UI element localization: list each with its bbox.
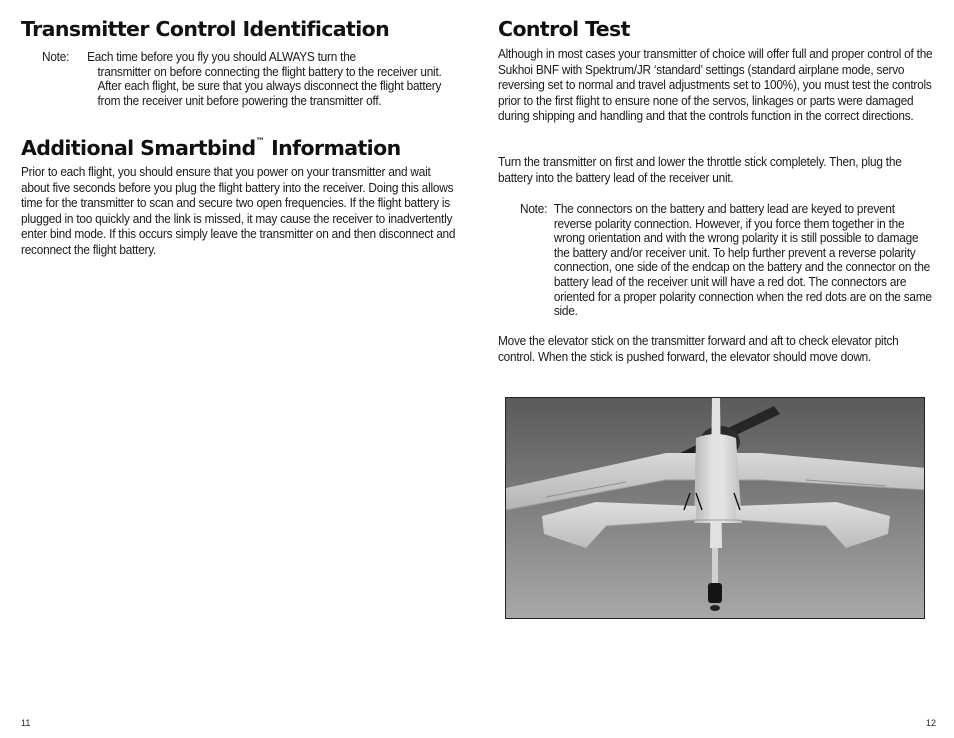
- note-label: Note:: [42, 50, 70, 64]
- note-connectors: [520, 202, 932, 319]
- page-number-right: 12: [926, 718, 937, 728]
- heading-additional-smartbind: [21, 136, 401, 160]
- trademark-symbol: ™: [255, 137, 265, 147]
- airplane-tail-photo: [505, 397, 925, 619]
- page-number-left: 11: [21, 718, 31, 728]
- note-text: transmitter on before connecting the flight battery to the receiver unit. After each flight, be sure that you always disconnect the flight battery from the receiver unit before powering the transmitter off.: [97, 64, 442, 108]
- heading-control-test: Control Test: [498, 17, 630, 41]
- control-test-paragraph-1: Although in most cases your transmitter of choice will offer full and proper control of the Sukhoi BNF with Spektrum/JR ‘standard’ settings (standard airplane mode, servo reversing set to normal and travel adjustments set to 100%), you must test the controls prior to the first flight to ensure none of the servos, linkages or parts were damaged during shipping and handling and that the controls function in the correct directions.: [498, 47, 933, 124]
- control-test-paragraph-3: Move the elevator stick on the transmitter forward and aft to check elevator pitch control. When the stick is pushed forward, the elevator should move down.: [498, 334, 899, 364]
- control-test-paragraph-2: Turn the transmitter on first and lower the throttle stick completely. Then, plug the battery into the battery lead of the receiver unit.: [498, 155, 902, 185]
- smartbind-paragraph: Prior to each flight, you should ensure that you power on your transmitter and wait about five seconds before you plug the flight battery into the receiver. Doing this allows time for the transmitter to scan and secure two open frequencies. If the flight battery is plugged in too quickly and the link is missed, it may cause the receiver to inadvertently enter bind mode. If this occurs simply leave the transmitter on and then disconnect and reconnect the flight battery.: [21, 165, 456, 257]
- heading-tail-text: Information: [264, 136, 401, 160]
- note-text: The connectors on the battery and battery lead are keyed to prevent reverse polarity connection. However, if you force them together in the wrong orientation and with the wrong polarity it is still possible to damage the battery and/or receiver unit. To help further prevent a reverse polarity connection, one side of the endcap on the battery and the connector on the battery lead of the receiver unit will have a red dot. The connectors are oriented for a proper polarity connection when the red dots are on the same side.: [553, 202, 932, 319]
- airplane-tail-illustration: [506, 398, 925, 619]
- note-label: Note:: [520, 202, 548, 216]
- heading-main-text: Additional Smartbind: [21, 136, 256, 160]
- note-first-line: Each time before you fly you should ALWAYS turn the: [87, 50, 356, 64]
- heading-transmitter-control-identification: Transmitter Control Identification: [21, 17, 390, 41]
- note-transmitter: [42, 50, 460, 108]
